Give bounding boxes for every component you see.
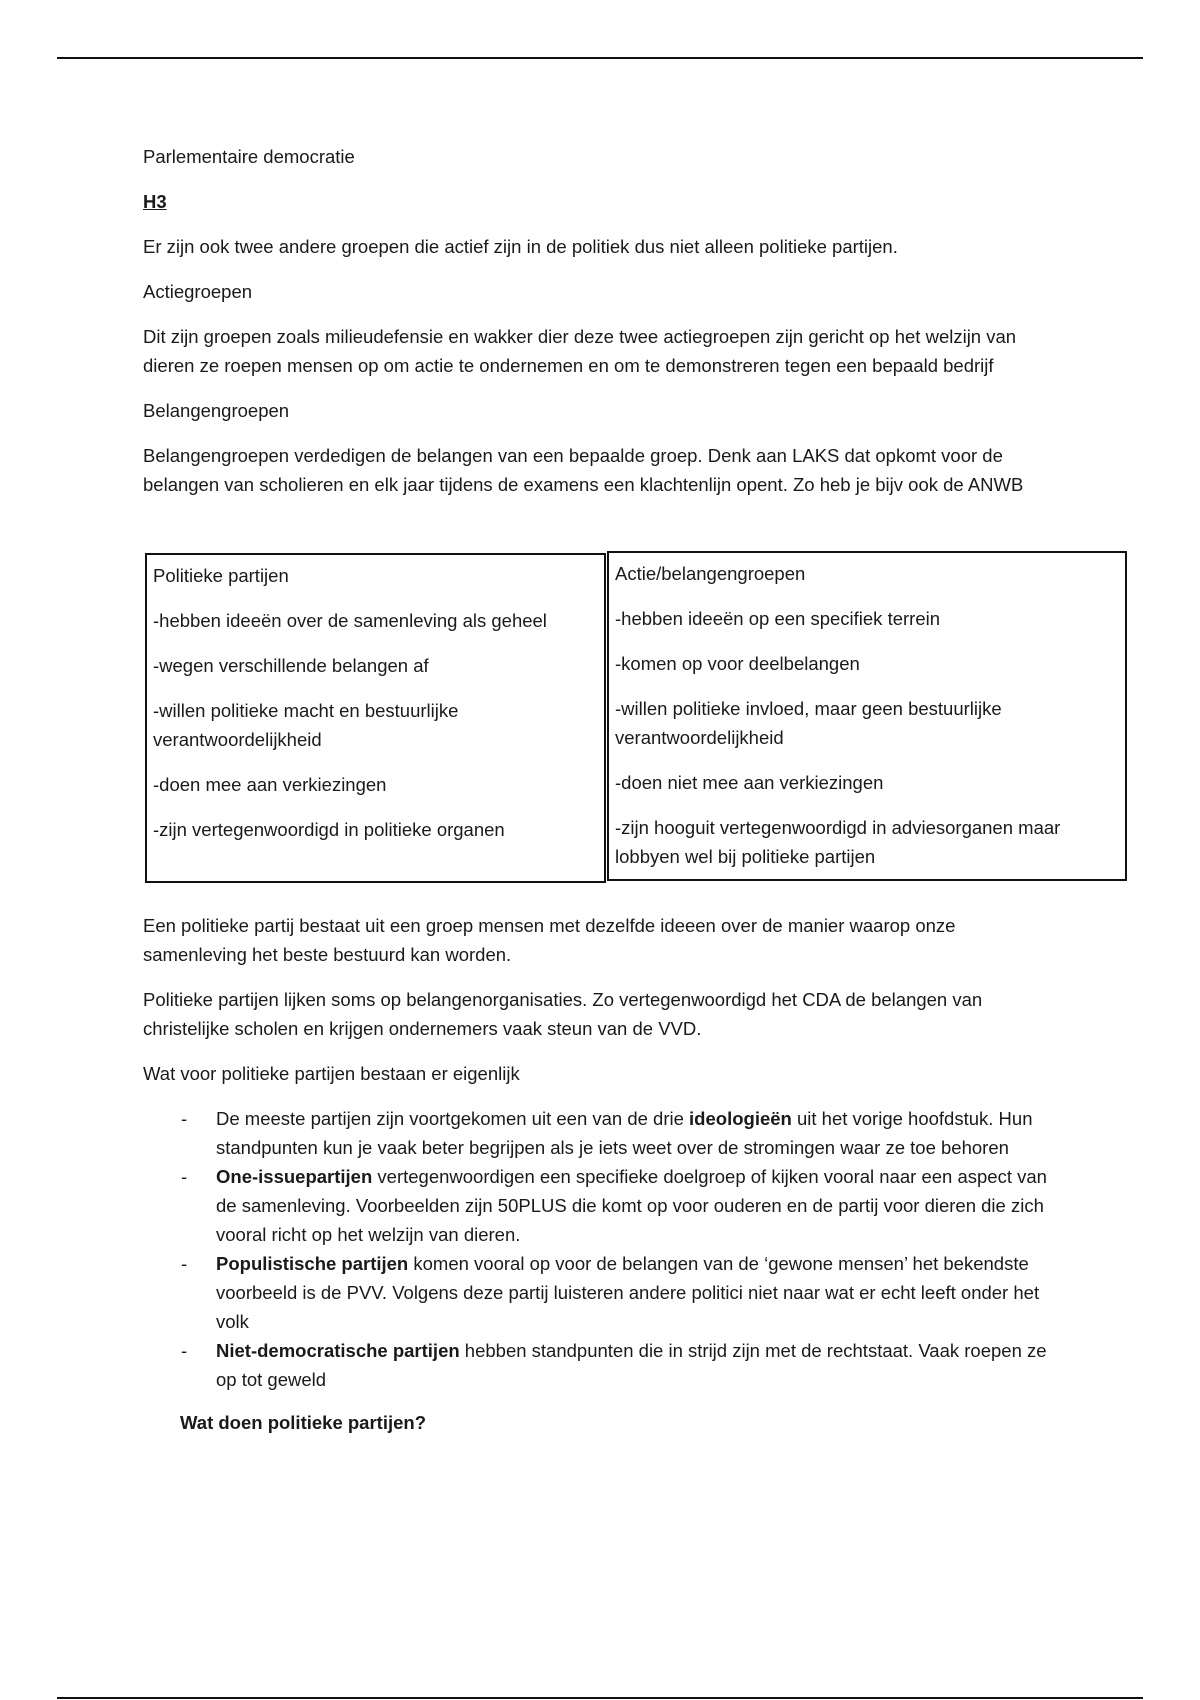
actiegroepen-paragraph: Dit zijn groepen zoals milieudefensie en wakker dier deze twee actiegroepen zijn gericht op het welzijn van dieren ze roepen mensen op om actie te ondernemen en om te demonstreren tegen een bepaald bedrijf	[143, 326, 1017, 376]
belangengroepen-paragraph: Belangengroepen verdedigen de belangen van een bepaalde groep. Denk aan LAKS dat opkomt voor de belangen van scholieren en elk jaar tijdens de examens een klachtenlijn opent. Zo heb je bijv ook de ANWB	[143, 445, 1024, 495]
table-cell: -zijn hooguit vertegenwoordigd in adviesorganen maar lobbyen wel bij politieke partijen	[615, 817, 1061, 867]
list-text: uit het vorige hoofdstuk. Hun standpunten kun je vaak beter begrijpen als je iets weet over de stromingen waar ze toe behoren	[216, 1108, 1033, 1158]
list-term: Populistische partijen	[216, 1253, 409, 1274]
actiegroepen-heading: Actiegroepen	[143, 281, 253, 302]
list-item	[143, 1249, 1063, 1336]
table-cell: -willen politieke macht en bestuurlijke verantwoordelijkheid	[153, 700, 459, 750]
document-body	[143, 142, 1063, 1453]
intro-paragraph: Er zijn ook twee andere groepen die actief zijn in de politiek dus niet alleen politieke partijen.	[143, 236, 898, 257]
footer-rule	[57, 1697, 1143, 1699]
table-cell: -doen mee aan verkiezingen	[153, 774, 387, 795]
partij-belangen-paragraph: Politieke partijen lijken soms op belangenorganisaties. Zo vertegenwoordigd het CDA de belangen van christelijke scholen en krijgen ondernemers vaak steun van de VVD.	[143, 989, 983, 1039]
party-types-list	[143, 1104, 1063, 1394]
list-dash: -	[181, 1108, 188, 1129]
chapter-heading: H3	[143, 191, 167, 212]
document-title: Parlementaire democratie	[143, 146, 355, 167]
table-cell: -komen op voor deelbelangen	[615, 653, 860, 674]
table-cell: -doen niet mee aan verkiezingen	[615, 772, 884, 793]
list-text: hebben standpunten die in strijd zijn met de rechtstaat. Vaak roepen ze op tot geweld	[216, 1340, 1047, 1390]
partij-definition-paragraph: Een politieke partij bestaat uit een groep mensen met dezelfde ideeen over de manier waarop onze samenleving het beste bestuurd kan worden.	[143, 915, 956, 965]
list-item	[143, 1336, 1063, 1394]
table-header-right: Actie/belangengroepen	[615, 563, 806, 584]
table-header-left: Politieke partijen	[153, 565, 289, 586]
list-item	[143, 1104, 1063, 1162]
list-dash: -	[181, 1253, 188, 1274]
list-dash: -	[181, 1340, 188, 1361]
list-item	[143, 1162, 1063, 1249]
header-rule	[57, 57, 1143, 59]
table-cell: -hebben ideeën over de samenleving als geheel	[153, 610, 547, 631]
table-column-actie-belangengroepen	[607, 551, 1127, 881]
table-cell: -hebben ideeën op een specifiek terrein	[615, 608, 941, 629]
soorten-question: Wat voor politieke partijen bestaan er eigenlijk	[143, 1063, 520, 1084]
list-term: One-issuepartijen	[216, 1166, 373, 1187]
next-section-heading: Wat doen politieke partijen?	[180, 1412, 427, 1433]
list-text: De meeste partijen zijn voortgekomen uit een van de drie	[216, 1108, 690, 1129]
table-cell: -wegen verschillende belangen af	[153, 655, 429, 676]
table-column-politieke-partijen	[145, 553, 606, 883]
list-text: vertegenwoordigen een specifieke doelgroep of kijken vooral naar een aspect van de samenleving. Voorbeelden zijn 50PLUS die komt op voor ouderen en de partij voor dieren die zich vooral richt op het welzijn van dieren.	[216, 1166, 1047, 1245]
belangengroepen-heading: Belangengroepen	[143, 400, 290, 421]
list-term: Niet-democratische partijen	[216, 1340, 460, 1361]
list-term: ideologieën	[689, 1108, 792, 1129]
list-text: komen vooral op voor de belangen van de ‘gewone mensen’ het bekendste voorbeeld is de PVV. Volgens deze partij luisteren andere politici niet naar wat er echt leeft onder het volk	[216, 1253, 1040, 1332]
table-cell: -zijn vertegenwoordigd in politieke organen	[153, 819, 505, 840]
list-dash: -	[181, 1166, 188, 1187]
comparison-table	[145, 551, 1127, 881]
table-cell: -willen politieke invloed, maar geen bestuurlijke verantwoordelijkheid	[615, 698, 1002, 748]
